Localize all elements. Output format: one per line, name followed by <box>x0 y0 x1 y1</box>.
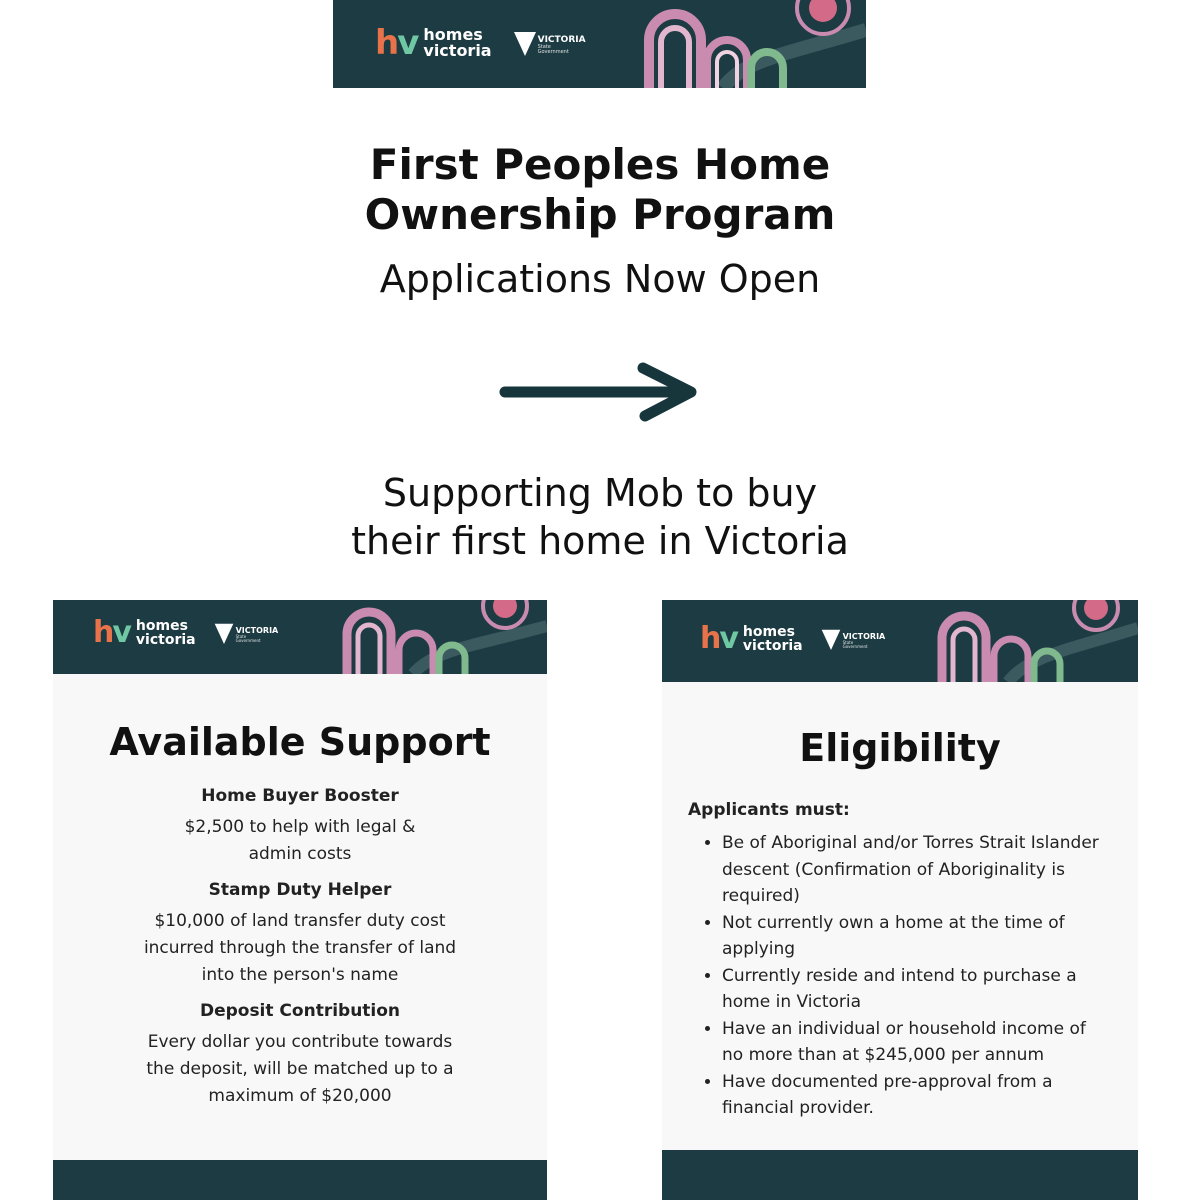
homes-victoria-logo <box>93 615 279 650</box>
tagline-line-1: Supporting Mob to buy <box>382 471 818 515</box>
title-line-1: First Peoples Home <box>369 140 831 189</box>
support-item-heading: Home Buyer Booster <box>201 786 399 806</box>
support-card-banner <box>53 600 547 674</box>
support-item-description: $10,000 of land transfer duty cost incurred through the transfer of land into the person's name <box>143 911 457 985</box>
right-arrow-icon <box>495 360 700 422</box>
support-item <box>120 880 480 989</box>
indigenous-artwork-icon <box>333 600 547 674</box>
support-title: Available Support <box>109 720 491 764</box>
eligibility-list <box>688 800 1108 1122</box>
page-title <box>0 140 1200 241</box>
title-line-2: Ownership Program <box>364 190 836 240</box>
list-item: • Have an individual or household income of no more than at $245,000 per annum <box>722 1016 1108 1069</box>
eligibility-card-footer <box>662 1150 1138 1200</box>
homes-victoria-logo <box>375 23 586 63</box>
homes-victoria-wordmark: homes victoria <box>742 624 803 654</box>
list-item: • Not currently own a home at the time of applying <box>722 910 1108 963</box>
eligibility-title: Eligibility <box>799 726 1001 770</box>
eligibility-lead: Applicants must: <box>688 800 850 820</box>
victoria-state-government-logo: VICTORIA State Government <box>514 30 586 56</box>
victoria-state-government-logo: VICTORIA State Government <box>214 622 279 644</box>
list-item: • Have documented pre-approval from a financial provider. <box>722 1069 1108 1122</box>
eligibility-criteria <box>688 830 1108 1122</box>
support-item-heading: Stamp Duty Helper <box>208 880 392 900</box>
victoria-state-government-logo: VICTORIA State Government <box>821 628 886 650</box>
homes-victoria-wordmark: homes victoria <box>423 25 492 60</box>
support-card-footer <box>53 1160 547 1200</box>
tagline-line-2: their first home in Victoria <box>351 518 849 563</box>
list-item: • Be of Aboriginal and/or Torres Strait Islander descent (Confirmation of Aboriginality is required) <box>722 830 1108 910</box>
support-item-heading: Deposit Contribution <box>199 1001 401 1021</box>
support-list <box>120 786 480 1122</box>
hv-monogram: hv <box>700 621 737 656</box>
list-item: • Currently reside and intend to purchase a home in Victoria <box>722 963 1108 1016</box>
top-banner <box>333 0 866 88</box>
applications-open-subtitle: Applications Now Open <box>379 257 821 301</box>
homes-victoria-logo <box>700 621 886 656</box>
indigenous-artwork-icon <box>928 600 1138 682</box>
support-item <box>120 1001 480 1110</box>
homes-victoria-wordmark: homes victoria <box>135 618 196 648</box>
support-item <box>120 786 480 868</box>
eligibility-card-banner <box>662 600 1138 682</box>
tagline <box>0 470 1200 565</box>
indigenous-artwork-icon <box>633 0 866 88</box>
hv-monogram: hv <box>375 23 418 63</box>
hv-monogram: hv <box>93 615 130 650</box>
support-item-description: $2,500 to help with legal & admin costs <box>184 817 416 864</box>
support-item-description: Every dollar you contribute towards the deposit, will be matched up to a maximum of $20,000 <box>146 1032 454 1106</box>
